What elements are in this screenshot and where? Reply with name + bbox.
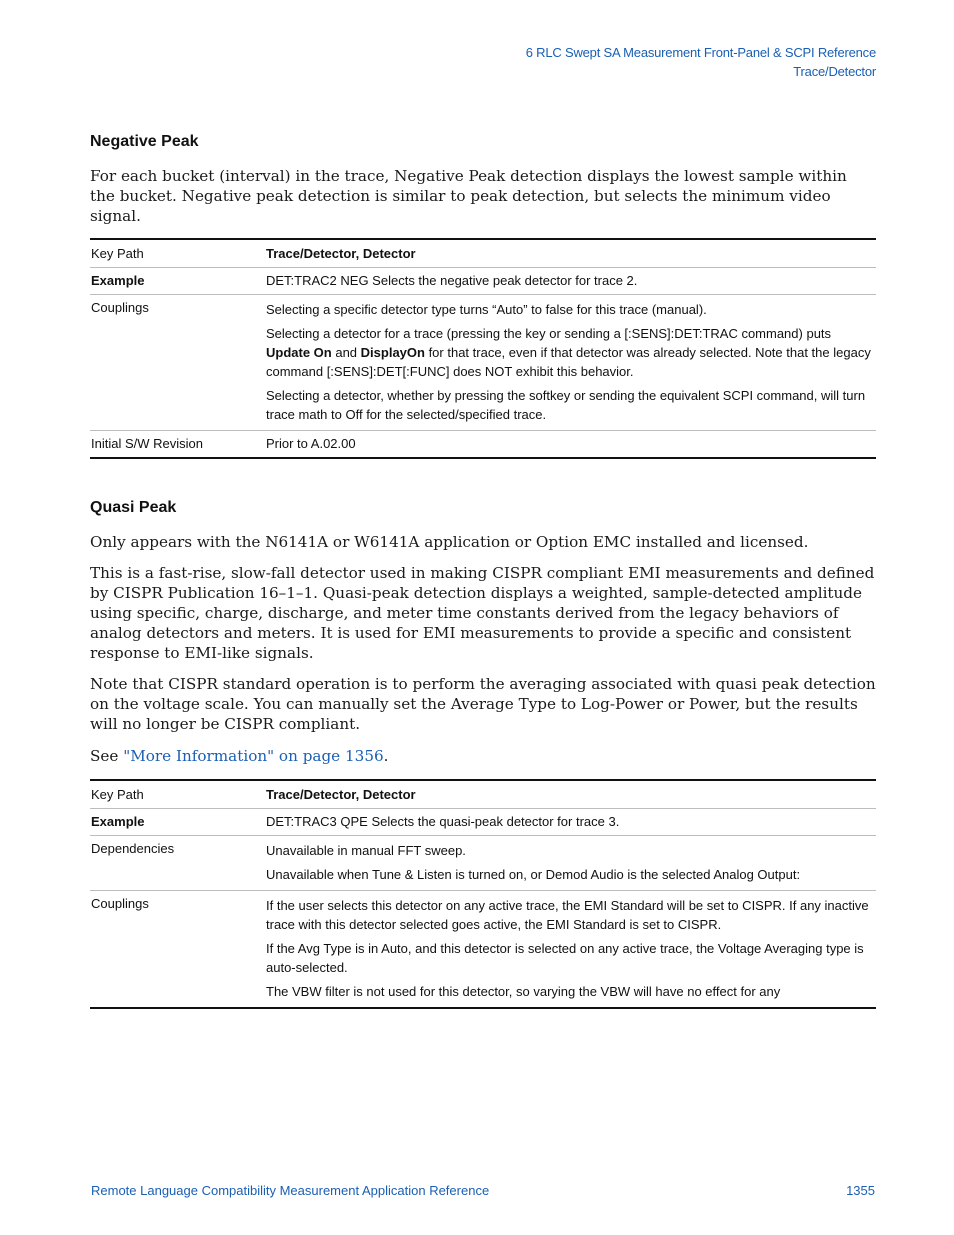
see-also-line bbox=[90, 746, 876, 766]
more-information-link[interactable]: "More Information" on page 1356 bbox=[123, 747, 384, 765]
couplings-text: and bbox=[331, 345, 361, 360]
key-path-label: Key Path bbox=[90, 780, 266, 809]
see-suffix: . bbox=[383, 747, 389, 765]
couplings-paragraph: The VBW filter is not used for this detector, so varying the VBW will have no effect for any bbox=[266, 984, 781, 999]
table-row bbox=[90, 295, 876, 431]
see-prefix: See bbox=[90, 747, 124, 765]
couplings-text: for that trace, even if that detector was already selected. Note that the legacy command [:SENS]:DET[:FUNC] does NOT exhibit this behavior. bbox=[266, 345, 871, 379]
dependencies-paragraph: Unavailable in manual FFT sweep. bbox=[266, 843, 466, 858]
quasi-peak-paragraph: Note that CISPR standard operation is to perform the averaging associated with quasi peak detection on the voltage scale. You can manually set the Average Type to Log-Power or Power, but the results will no longer be CISPR compliant. bbox=[90, 675, 876, 733]
couplings-label: Couplings bbox=[90, 295, 266, 431]
revision-value: Prior to A.02.00 bbox=[266, 431, 876, 459]
couplings-value bbox=[266, 891, 876, 1009]
couplings-paragraph: If the Avg Type is in Auto, and this detector is selected on any active trace, the Voltage Averaging type is auto-selected. bbox=[266, 941, 864, 975]
page-number: 1355 bbox=[846, 1183, 875, 1198]
negative-peak-description: For each bucket (interval) in the trace, Negative Peak detection displays the lowest sample within the bucket. Negative peak detection is similar to peak detection, but selects the minimum video signal. bbox=[90, 167, 847, 225]
table-row bbox=[90, 891, 876, 1009]
revision-label: Initial S/W Revision bbox=[90, 431, 266, 459]
table-row bbox=[90, 836, 876, 891]
table-row bbox=[90, 268, 876, 295]
couplings-label: Couplings bbox=[90, 891, 266, 1009]
example-value: DET:TRAC2 NEG Selects the negative peak detector for trace 2. bbox=[266, 268, 876, 295]
dependencies-label: Dependencies bbox=[90, 836, 266, 891]
example-label: Example bbox=[90, 809, 266, 836]
update-on-term: Update On bbox=[266, 345, 332, 360]
table-row bbox=[90, 809, 876, 836]
key-path-value: Trace/Detector, Detector bbox=[266, 780, 876, 809]
couplings-text: Selecting a detector for a trace (pressing the key or sending a [:SENS]:DET:TRAC command) puts bbox=[266, 326, 832, 341]
quasi-peak-paragraph: This is a fast-rise, slow-fall detector used in making CISPR compliant EMI measurements and defined by CISPR Publication 16–1–1. Quasi-peak detection displays a weighted, sample-detected amplitude using specific, charge, discharge, and meter time constants derived from the legacy behaviors of analog detectors and meters. It is used for EMI measurements to provide a specific and consistent response to EMI-like signals. bbox=[90, 564, 875, 662]
running-header-section: Trace/Detector bbox=[793, 64, 876, 79]
couplings-paragraph: If the user selects this detector on any active trace, the EMI Standard will be set to CISPR. If any inactive trace with this detector selected goes active, the EMI Standard is set to CISPR. bbox=[266, 898, 869, 932]
table-row bbox=[90, 431, 876, 459]
quasi-peak-heading: Quasi Peak bbox=[90, 499, 177, 516]
couplings-value bbox=[266, 295, 876, 431]
quasi-peak-key-table bbox=[90, 779, 876, 1009]
couplings-paragraph: Selecting a specific detector type turns “Auto” to false for this trace (manual). bbox=[266, 302, 707, 317]
negative-peak-heading: Negative Peak bbox=[90, 133, 199, 150]
footer-title: Remote Language Compatibility Measurement Application Reference bbox=[91, 1183, 490, 1198]
couplings-paragraph: Selecting a detector, whether by pressing the softkey or sending the equivalent SCPI command, will turn trace math to Off for the selected/specified trace. bbox=[266, 388, 866, 422]
negative-peak-key-table bbox=[90, 238, 876, 459]
example-value: DET:TRAC3 QPE Selects the quasi-peak detector for trace 3. bbox=[266, 809, 876, 836]
table-row bbox=[90, 780, 876, 809]
example-label: Example bbox=[90, 268, 266, 295]
dependencies-value bbox=[266, 836, 876, 891]
display-on-term: DisplayOn bbox=[360, 345, 425, 360]
dependencies-paragraph: Unavailable when Tune & Listen is turned on, or Demod Audio is the selected Analog Output: bbox=[266, 867, 801, 882]
table-row bbox=[90, 239, 876, 268]
running-header-chapter: 6 RLC Swept SA Measurement Front-Panel & SCPI Reference bbox=[525, 45, 876, 60]
quasi-peak-paragraph: Only appears with the N6141A or W6141A application or Option EMC installed and licensed. bbox=[90, 533, 809, 551]
key-path-label: Key Path bbox=[90, 239, 266, 268]
couplings-paragraph bbox=[266, 324, 876, 381]
key-path-value: Trace/Detector, Detector bbox=[266, 239, 876, 268]
